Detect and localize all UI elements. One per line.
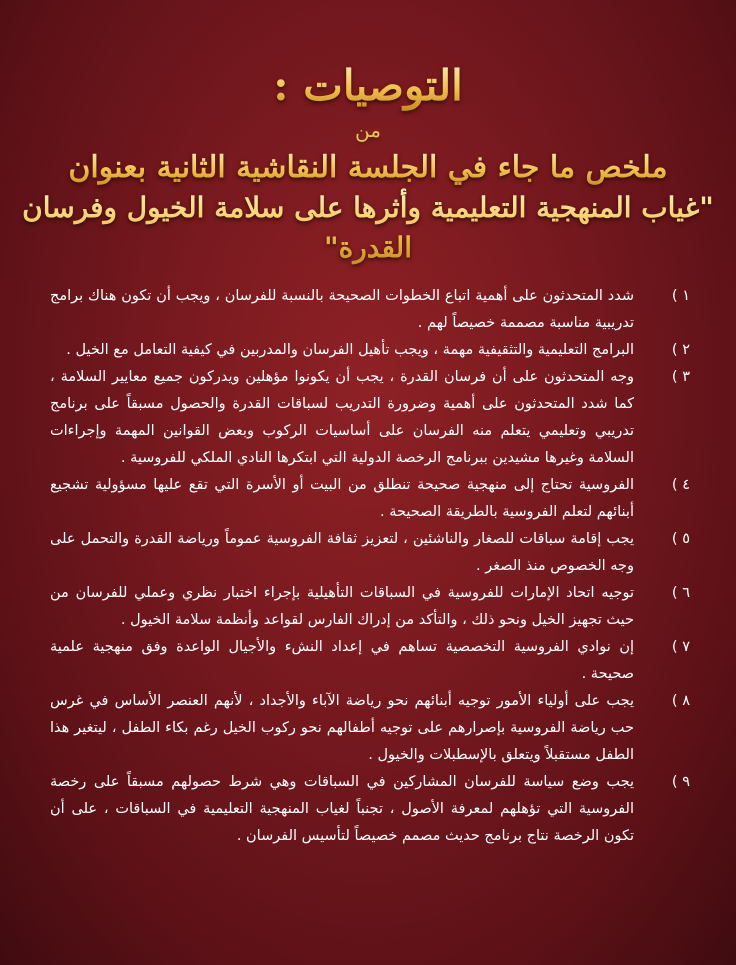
item-text: يجب إقامة سباقات للصغار والناشئين ، لتعزيز ثقافة الفروسية عموماً ورياضة القدرة والتحمل على وجه الخصوص منذ الصغر . bbox=[50, 531, 634, 574]
recommendations-list bbox=[50, 283, 696, 850]
list-item bbox=[50, 283, 696, 337]
item-text: يجب على أولياء الأمور توجيه أبنائهم نحو رياضة الآباء والأجداد ، لأنهم العنصر الأساس في غرس حب رياضة الفروسية بإصرارهم على توجيه أطفالهم نحو ركوب الخيل رغم بكاء الطفل ، ليتغير هذا الطفل مستقبلاً ويتعلق بالإسطبلات والخيول . bbox=[50, 693, 634, 763]
item-number: ٩ ) bbox=[671, 774, 690, 790]
item-text: وجه المتحدثون على أن فرسان القدرة ، يجب أن يكونوا مؤهلين ويدركون جميع معايير السلامة ، كما شدد المتحدثون على أهمية وضرورة التدريب لسباقات القدرة والحصول مسبقاً على برنامج تدريبي وتعليمي يتعلم منه الفرسان على أساسيات الركوب وبعض القوانين المهمة وإجراءات السلامة وغيرها مشيدين ببرنامج الرخصة الدولية التي ابتكرها النادي الملكي للفروسية . bbox=[50, 369, 634, 466]
list-item bbox=[50, 526, 696, 580]
list-item bbox=[50, 634, 696, 688]
list-item bbox=[50, 337, 696, 364]
subtitle-line-1: ملخص ما جاء في الجلسة النقاشية الثانية بعنوان bbox=[0, 148, 736, 188]
item-number: ٣ ) bbox=[671, 369, 690, 385]
from-label: من bbox=[355, 118, 381, 142]
item-text: شدد المتحدثون على أهمية اتباع الخطوات الصحيحة بالنسبة للفرسان ، ويجب أن تكون هناك برامج تدريبية مناسبة مصممة خصيصاً لهم . bbox=[50, 288, 634, 331]
list-item bbox=[50, 688, 696, 769]
item-text: يجب وضع سياسة للفرسان المشاركين في السباقات وهي شرط حصولهم مسبقاً على رخصة الفروسية التي تؤهلهم لمعرفة الأصول ، تجنباً لغياب المنهجية التعليمية في السباقات ، على أن تكون الرخصة نتاج برنامج حديث مصمم خصيصاً لتأسيس الفرسان . bbox=[50, 774, 634, 844]
header bbox=[0, 60, 736, 268]
item-number: ٥ ) bbox=[671, 531, 690, 547]
list-item bbox=[50, 472, 696, 526]
item-text: إن نوادي الفروسية التخصصية تساهم في إعداد النشء والأجيال الواعدة وفق منهجية علمية صحيحة . bbox=[50, 639, 634, 682]
item-number: ٨ ) bbox=[671, 693, 690, 709]
item-number: ٢ ) bbox=[671, 342, 690, 358]
item-number: ٦ ) bbox=[671, 585, 690, 601]
item-number: ٧ ) bbox=[671, 639, 690, 655]
item-text: توجيه اتحاد الإمارات للفروسية في السباقات التأهيلية بإجراء اختبار نظري وعملي للفرسان من حيث تجهيز الخيل ونحو ذلك ، والتأكد من إدراك الفارس لقواعد وأنظمة سلامة الخيول . bbox=[50, 585, 634, 628]
item-number: ١ ) bbox=[671, 288, 690, 304]
item-text: البرامج التعليمية والتثقيفية مهمة ، ويجب تأهيل الفرسان والمدربين في كيفية التعامل مع الخيل . bbox=[66, 342, 634, 358]
page-title: التوصيات : bbox=[0, 60, 736, 112]
item-number: ٤ ) bbox=[671, 477, 690, 493]
list-item bbox=[50, 769, 696, 850]
list-item bbox=[50, 580, 696, 634]
item-text: الفروسية تحتاج إلى منهجية صحيحة تنطلق من البيت أو الأسرة التي تقع عليها مسؤولية تشجيع أبنائهم لتعلم الفروسية بالطريقة الصحيحة . bbox=[50, 477, 634, 520]
subtitle-line-2: "غياب المنهجية التعليمية وأثرها على سلامة الخيول وفرسان القدرة" bbox=[0, 188, 736, 268]
list-item bbox=[50, 364, 696, 472]
